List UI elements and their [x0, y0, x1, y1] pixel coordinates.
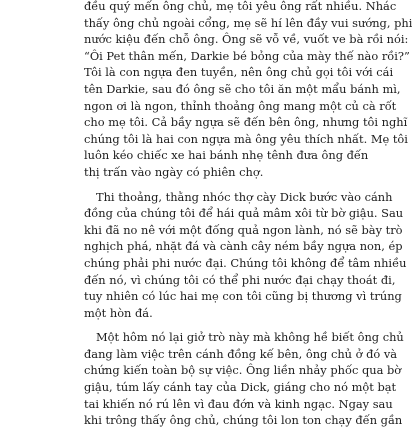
text-line: ngon ơi là ngon, thỉnh thoảng ông mang một củ cà rốt — [84, 98, 397, 113]
paragraph-3 — [84, 329, 404, 429]
body-text — [84, 0, 412, 429]
text-line: đều quý mến ông chủ, mẹ tôi yêu ông rất nhiều. Nhác — [84, 0, 397, 13]
paragraph-1 — [84, 0, 412, 181]
text-line: tên Darkie, sau đó ông sẽ cho tôi ăn một mẩu bánh mì, — [84, 81, 401, 96]
text-line: khi trông thấy ông chủ, chúng tôi lon ton chạy đến gần — [84, 413, 403, 428]
text-line: giậu, túm lấy cánh tay của Dick, giáng cho nó một bạt — [84, 380, 397, 395]
text-line: nước kiệu đến chỗ ông. Ông sẽ vỗ về, vuốt ve bà rồi nói: — [84, 32, 409, 47]
text-line: một hòn đá. — [84, 305, 153, 320]
text-line: khi đã no nê với một đống quả ngon lành, nó sẽ bày trò — [84, 222, 403, 237]
text-line: nghịch phá, nhặt đá và cành cây ném bầy ngựa non, ép — [84, 239, 403, 254]
text-line: đến nó, vì chúng tôi có thể phi nước đại chạy thoát đi, — [84, 272, 396, 287]
text-line: chứng kiến toàn bộ sự việc. Ông liền nhảy phốc qua bờ — [84, 363, 402, 378]
paragraph-2 — [84, 189, 407, 322]
text-line: Tôi là con ngựa đen tuyền, nên ông chủ gọi tôi với cái — [84, 65, 394, 80]
text-line: Một hôm nó lại giở trò này mà không hề biết ông chủ — [96, 330, 404, 345]
text-line: “Ôi Pet thân mến, Darkie bé bỏng của mày thế nào rồi?” — [84, 48, 410, 63]
text-line: đang làm việc trên cánh đồng kế bên, ông chủ ở đó và — [84, 346, 398, 361]
text-line: Thi thoảng, thằng nhóc thợ cày Dick bước vào cánh — [96, 189, 393, 204]
text-line: thị trấn vào ngày có phiên chợ. — [84, 164, 264, 179]
text-line: cho mẹ tôi. Cả bầy ngựa sẽ đến bên ông, nhưng tôi nghĩ — [84, 115, 408, 130]
text-line: chúng tôi là hai con ngựa mà ông yêu thích nhất. Mẹ tôi — [84, 131, 408, 146]
text-line: chúng phải phi nước đại. Chúng tôi không để tâm nhiều — [84, 255, 407, 270]
text-line: đồng của chúng tôi để hái quả mâm xôi từ bờ giậu. Sau — [84, 206, 404, 221]
text-line: luôn kéo chiếc xe hai bánh nhẹ tênh đưa ông đến — [84, 148, 369, 163]
text-line: tai khiến nó rú lên vì đau đớn và kinh ngạc. Ngay sau — [84, 396, 393, 411]
text-line: tuy nhiên có lúc hai mẹ con tôi cũng bị thương vì trúng — [84, 289, 402, 304]
text-line: thấy ông chủ ngoài cổng, mẹ sẽ hí lên đầy vui sướng, phi — [84, 15, 412, 30]
